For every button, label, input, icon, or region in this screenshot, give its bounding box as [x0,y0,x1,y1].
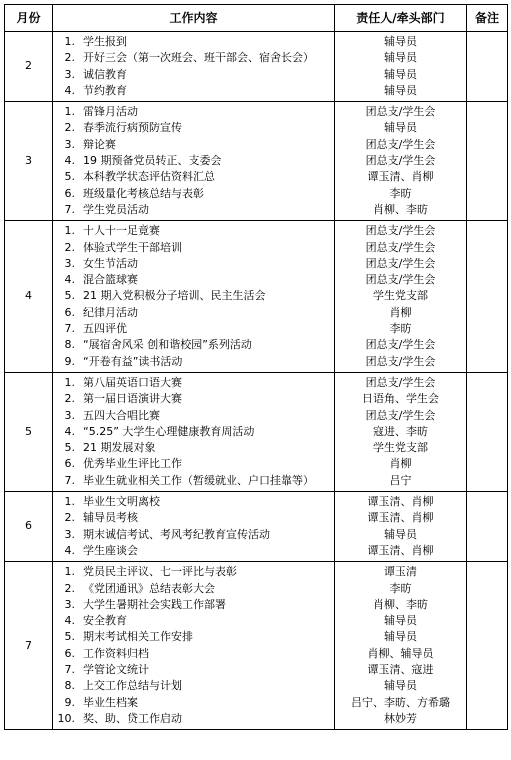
responsible-cell [335,32,467,102]
work-item [53,240,334,256]
work-item-text: 上交工作总结与计划 [83,679,182,693]
work-item-text: 学生座谈会 [83,543,138,557]
month-row [5,562,508,730]
work-item-number: 2. [64,240,75,254]
responsible-cell [335,372,467,491]
header-work: 工作内容 [53,5,335,32]
work-item [53,223,334,239]
note-cell [467,221,508,373]
responsible-item: 团总支/学生会 [365,137,436,151]
work-item-text: 党员民主评议、七一评比与表彰 [83,565,237,579]
responsible-item: 辅导员 [384,51,417,65]
month-cell: 3 [5,102,53,221]
responsible-item: 日语角、学生会 [362,392,439,406]
work-item-text: 混合篮球赛 [83,273,138,287]
responsible-item: 辅导员 [384,614,417,628]
work-item [53,440,334,456]
note-cell [467,32,508,102]
responsible-item: 辅导员 [384,67,417,81]
responsible-item: 谭玉清 [384,565,417,579]
work-item-number: 3. [64,256,75,270]
month-row [5,492,508,562]
work-item-number: 6. [64,186,75,200]
work-item-text: 期末考试相关工作安排 [83,630,193,644]
work-item-text: 班级量化考核总结与表彰 [83,186,204,200]
responsible-item: 谭玉清、肖柳 [367,543,434,557]
responsible-item: 团总支/学生会 [365,273,436,287]
work-item-number: 9. [64,354,75,368]
work-item-text: 纪律月活动 [83,305,138,319]
work-item [53,424,334,440]
responsible-item: 李昉 [389,322,412,336]
work-item [53,597,334,613]
work-item-number: 1. [64,105,75,119]
work-item-number: 3. [64,137,75,151]
table-body [5,32,508,730]
work-item-text: 毕业生就业相关工作（暂缓就业、户口挂靠等） [83,473,314,487]
responsible-item: 肖柳、辅导员 [367,646,434,660]
work-item-text: 第一届日语演讲大赛 [83,392,182,406]
responsible-item: 团总支/学生会 [365,154,436,168]
note-cell [467,102,508,221]
work-item-number: 6. [64,646,75,660]
work-item-number: 1. [64,375,75,389]
work-item-text: 学管论文统计 [83,662,149,676]
work-item-text: 十人十一足竟赛 [83,224,160,238]
work-item [53,581,334,597]
responsible-item: 学生党支部 [373,441,428,455]
responsible-item: 团总支/学生会 [365,105,436,119]
responsible-item: 谭玉清、寇进 [367,662,434,676]
work-item [53,202,334,218]
work-item-number: 7. [64,322,75,336]
work-item-number: 2. [64,121,75,135]
work-item [53,256,334,272]
work-content-cell [53,102,335,221]
work-item [53,288,334,304]
work-item [53,527,334,543]
responsible-item: 肖柳 [389,457,412,471]
work-item-number: 4. [64,273,75,287]
responsible-item: 李昉 [389,581,412,595]
responsible-item: 辅导员 [384,83,417,97]
responsible-item: 辅导员 [384,630,417,644]
work-content-cell [53,32,335,102]
work-item-text: 毕业生文明离校 [83,495,160,509]
work-item-text: 奖、助、贷工作启动 [83,711,182,725]
note-cell [467,492,508,562]
work-item-number: 1. [64,495,75,509]
work-item-number: 4. [64,83,75,97]
work-item-text: 本科教学状态评估资料汇总 [83,170,215,184]
work-item-number: 1. [64,224,75,238]
work-item-number: 5. [64,170,75,184]
work-item-text: 大学生暑期社会实践工作部署 [83,597,226,611]
responsible-item: 团总支/学生会 [365,240,436,254]
work-item-text: 体验式学生干部培训 [83,240,182,254]
responsible-item: 谭玉清、肖柳 [367,170,434,184]
responsible-item: 辅导员 [384,35,417,48]
work-item-text: 雷锋月活动 [83,105,138,119]
work-item [53,408,334,424]
work-item-number: 8. [64,679,75,693]
work-item-text: 辩论赛 [83,137,116,151]
work-item-text: “开卷有益”读书活动 [83,354,183,368]
work-item-number: 3. [64,597,75,611]
work-content-cell [53,492,335,562]
header-responsible: 责任人/牵头部门 [335,5,467,32]
month-cell: 6 [5,492,53,562]
work-item-text: 《党团通讯》总结表彰大会 [83,581,215,595]
work-item [53,662,334,678]
work-item [53,321,334,337]
work-item-number: 6. [64,457,75,471]
work-item [53,375,334,391]
responsible-item: 学生党支部 [373,289,428,303]
work-item-text: 春季流行病预防宣传 [83,121,182,135]
work-item-number: 5. [64,630,75,644]
responsible-item: 吕宁、李昉、方希璐 [351,695,450,709]
work-item-text: 期末诚信考试、考风考纪教育宣传活动 [83,527,270,541]
work-item-number: 4. [64,614,75,628]
work-item-text: 工作资料归档 [83,646,149,660]
work-item [53,543,334,559]
work-item-text: 辅导员考核 [83,511,138,525]
work-item [53,494,334,510]
work-item [53,120,334,136]
responsible-item: 谭玉清、肖柳 [367,495,434,509]
work-item-number: 1. [64,35,75,48]
header-note: 备注 [467,5,508,32]
work-item-number: 4. [64,154,75,168]
work-content-cell [53,372,335,491]
work-content-cell [53,221,335,373]
work-item [53,169,334,185]
work-item [53,305,334,321]
work-item-number: 3. [64,67,75,81]
note-cell [467,372,508,491]
work-item-text: 21 期入党积极分子培训、民主生活会 [83,289,266,303]
work-item-number: 2. [64,581,75,595]
work-item-text: “5.25” 大学生心理健康教育周活动 [83,424,255,438]
month-row [5,32,508,102]
work-item-number: 10. [57,711,75,725]
responsible-item: 团总支/学生会 [365,338,436,352]
work-item [53,354,334,370]
work-item-number: 3. [64,408,75,422]
responsible-item: 吕宁 [389,473,412,487]
responsible-item: 李昉 [389,186,412,200]
work-plan-table [4,4,508,730]
table-header-row [5,5,508,32]
responsible-cell [335,102,467,221]
month-cell: 7 [5,562,53,730]
work-item-number: 4. [64,424,75,438]
work-item-text: 女生节活动 [83,256,138,270]
work-item-number: 2. [64,511,75,525]
work-item-number: 1. [64,565,75,579]
work-item [53,473,334,489]
work-content-cell [53,562,335,730]
work-item [53,456,334,472]
month-cell: 2 [5,32,53,102]
work-item [53,510,334,526]
month-cell: 5 [5,372,53,491]
work-plan-sheet [4,4,507,730]
work-item-text: 19 期预备党员转正、支委会 [83,154,222,168]
work-item-text: 开好三会（第一次班会、班干部会、宿舍长会） [83,51,314,65]
work-item [53,695,334,711]
responsible-item: 寇进、李昉 [373,424,428,438]
work-item-text: 毕业生档案 [83,695,138,709]
work-item-number: 7. [64,202,75,216]
responsible-cell [335,562,467,730]
responsible-cell [335,221,467,373]
responsible-item: 林妙芳 [384,711,417,725]
work-item [53,711,334,727]
work-item-number: 3. [64,527,75,541]
work-item [53,629,334,645]
work-item [53,337,334,353]
responsible-item: 辅导员 [384,527,417,541]
work-item-number: 5. [64,289,75,303]
responsible-item: 肖柳 [389,305,412,319]
work-item [53,678,334,694]
responsible-item: 团总支/学生会 [365,224,436,238]
work-item-number: 7. [64,473,75,487]
work-item-text: 诚信教育 [83,67,127,81]
work-item-number: 2. [64,392,75,406]
work-item [53,137,334,153]
work-item-number: 5. [64,441,75,455]
header-month: 月份 [5,5,53,32]
work-item-number: 7. [64,662,75,676]
work-item-text: 五四大合唱比赛 [83,408,160,422]
work-item-text: “展宿舍风采 创和谐校园”系列活动 [83,338,252,352]
responsible-item: 辅导员 [384,121,417,135]
work-item [53,391,334,407]
work-item [53,186,334,202]
work-item [53,104,334,120]
responsible-item: 肖柳、李昉 [373,202,428,216]
month-cell: 4 [5,221,53,373]
work-item-text: 21 期发展对象 [83,441,156,455]
work-item-text: 优秀毕业生评比工作 [83,457,182,471]
note-cell [467,562,508,730]
work-item-number: 9. [64,695,75,709]
work-item [53,34,334,50]
work-item [53,272,334,288]
responsible-item: 团总支/学生会 [365,375,436,389]
work-item [53,83,334,99]
work-item-text: 学生报到 [83,35,127,48]
work-item-number: 6. [64,305,75,319]
work-item-text: 第八届英语口语大赛 [83,375,182,389]
work-item [53,67,334,83]
month-row [5,102,508,221]
work-item-number: 2. [64,51,75,65]
responsible-item: 团总支/学生会 [365,354,436,368]
month-row [5,372,508,491]
work-item [53,564,334,580]
responsible-item: 肖柳、李昉 [373,597,428,611]
work-item [53,646,334,662]
responsible-item: 团总支/学生会 [365,408,436,422]
work-item-number: 4. [64,543,75,557]
work-item [53,50,334,66]
responsible-item: 谭玉清、肖柳 [367,511,434,525]
responsible-cell [335,492,467,562]
work-item-text: 安全教育 [83,614,127,628]
work-item-text: 五四评优 [83,322,127,336]
month-row [5,221,508,373]
responsible-item: 辅导员 [384,679,417,693]
work-item [53,153,334,169]
work-item-text: 节约教育 [83,83,127,97]
work-item-text: 学生党员活动 [83,202,149,216]
work-item [53,613,334,629]
work-item-number: 8. [64,338,75,352]
responsible-item: 团总支/学生会 [365,256,436,270]
